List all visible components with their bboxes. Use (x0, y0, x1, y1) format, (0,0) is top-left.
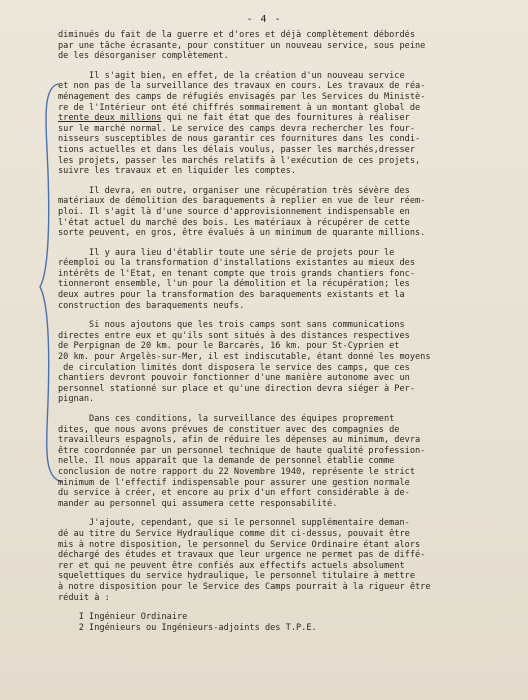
text-line: intérêts de l'Etat, en tenant compte que trois grands chantiers fonc- (58, 268, 415, 279)
text-line: déchargé des études et travaux que leur urgence ne permet pas de diffé- (58, 550, 426, 561)
text-line: de Perpignan de 20 km. pour le Barcarès, 16 km. pour St-Cyprien et (58, 341, 400, 352)
text-line: trente deux millions qui ne fait état que des fournitures à réaliser (58, 113, 410, 124)
text-line: 2 Ingénieurs ou Ingénieurs-adjoints des T.P.E. (58, 622, 317, 633)
paragraph (58, 320, 508, 405)
paragraph-gap (58, 177, 508, 186)
paragraph (58, 612, 508, 633)
text-line: suivre les travaux et en liquider les comptes. (58, 166, 296, 177)
text-line: tions actuelles et dans les délais voulus, passer les marchés,dresser (58, 144, 415, 155)
paragraph (58, 248, 508, 312)
text-line: dites, que nous avons prévues de constituer avec des compagnies de (58, 424, 400, 435)
text-line: sur le marché normal. Le service des camps devra rechercher les four- (58, 123, 415, 134)
text-line: Il s'agit bien, en effet, de la création d'un nouveau service (58, 70, 405, 81)
paragraph (58, 30, 508, 62)
text-line: nisseurs susceptibles de nous garantir ces fournitures dans les condi- (58, 134, 421, 145)
text-line: réduit à : (58, 592, 110, 603)
text-line: personnel stationné sur place et qu'une direction devra siéger à Per- (58, 383, 415, 394)
text-line: à notre disposition pour le Service des Camps pourrait à la rigueur être (58, 581, 431, 592)
text-line: deux autres pour la transformation des baraquements existants et la (58, 290, 405, 301)
text-line: squelettiques du service hydraulique, le personnel titulaire à mettre (58, 571, 415, 582)
text-line: rer et qui ne peuvent être confiés aux effectifs actuels absolument (58, 560, 405, 571)
text-line: dé au titre du Service Hydraulique comme dit ci-dessus, pouvait être (58, 528, 410, 539)
text-line: réemploi ou la transformation d'installations existantes au mieux des (58, 258, 415, 269)
text-line: l'état actuel du marché des bois. Les matériaux à récupérer de cette (58, 217, 410, 228)
paragraph (58, 186, 508, 239)
text-line: construction des baraquements neufs. (58, 300, 245, 311)
text-line: être coordonnée par un personnel technique de haute qualité profession- (58, 445, 426, 456)
text-line: les projets, passer les marchés relatifs à l'exécution de ces projets, (58, 155, 421, 166)
text-line: re de l'Intérieur ont été chiffrés sommairement à un montant global de (58, 102, 421, 113)
text-line: par une tâche écrasante, pour constituer un nouveau service, sous peine (58, 40, 426, 51)
text-line: pignan. (58, 394, 95, 405)
text-line: ploi. Il s'agit là d'une source d'approvisionnement indispensable en (58, 206, 410, 217)
text-line: de circulation limités dont disposera le service des camps, que ces (58, 362, 410, 373)
text-line: J'ajoute, cependant, que si le personnel supplémentaire deman- (58, 518, 410, 529)
paragraph-gap (58, 603, 508, 612)
text-line: de les désorganiser complètement. (58, 51, 229, 62)
text-line: tionneront ensemble, l'un pour la démolition et la récupération; les (58, 279, 410, 290)
text-line: diminués du fait de la guerre et d'ores et déjà complètement débordés (58, 30, 415, 40)
text-line: nelle. Il nous apparaît que la demande de personnel établie comme (58, 456, 395, 467)
paragraph (58, 518, 508, 603)
text-line: travailleurs espagnols, afin de réduire les dépenses au minimum, devra (58, 435, 421, 446)
paragraph (58, 414, 508, 509)
document-body (58, 30, 508, 633)
text-line: mander au personnel qui assumera cette responsabilité. (58, 498, 338, 509)
text-line: et non pas de la surveillance des travaux en cours. Les travaux de réa- (58, 81, 426, 92)
paragraph-gap (58, 509, 508, 518)
paragraph-gap (58, 62, 508, 71)
text-line: sorte peuvent, en gros, être évalués à un minimum de quarante millions. (58, 228, 426, 239)
text-line: Dans ces conditions, la surveillance des équipes proprement (58, 414, 395, 424)
page-number: - 4 - (246, 14, 282, 25)
text-line: Si nous ajoutons que les trois camps sont sans communications (58, 320, 405, 331)
text-line: Il y aura lieu d'établir toute une série de projets pour le (58, 247, 395, 258)
text-line: conclusion de notre rapport du 22 Novembre 1940, représente le strict (58, 466, 415, 477)
paragraph-gap (58, 311, 508, 320)
text-line: Il devra, en outre, organiser une récupération très sévère des (58, 185, 410, 196)
text-line: 20 km. pour Argelès-sur-Mer, il est indiscutable, étant donné les moyens (58, 352, 431, 363)
text-line: chantiers devront pouvoir fonctionner d'une manière autonome avec un (58, 373, 410, 384)
text-line: directes entre eux et qu'ils sont situés à des distances respectives (58, 330, 410, 341)
paragraph-gap (58, 239, 508, 248)
text-line: mis à notre disposition, le personnel du Service Ordinaire étant alors (58, 539, 421, 550)
paragraph (58, 71, 508, 177)
text-line: du service à créer, et encore au prix d'un effort considérable à de- (58, 488, 410, 499)
text-line: I Ingénieur Ordinaire (58, 612, 188, 623)
text-line: ménagement des camps de réfugiés envisagés par les Services du Ministè- (58, 91, 426, 102)
text-line: minimum de l'effectif indispensable pour assurer une gestion normale (58, 477, 410, 488)
paragraph-gap (58, 405, 508, 414)
text-line: matériaux de démolition des baraquements à replier en vue de leur réem- (58, 196, 426, 207)
